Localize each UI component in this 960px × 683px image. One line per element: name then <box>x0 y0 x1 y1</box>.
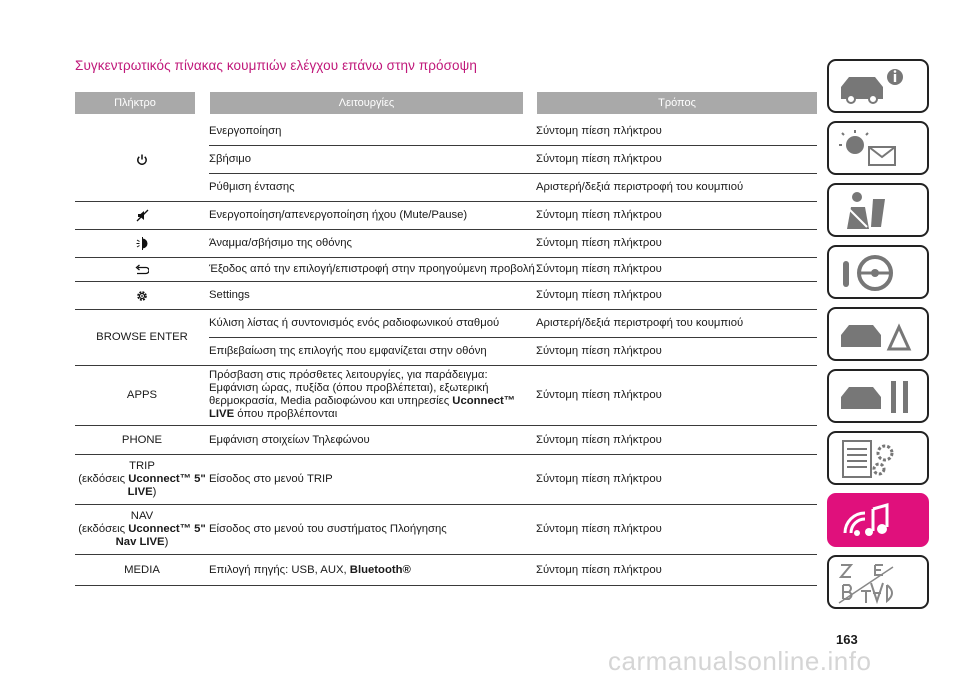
key-cell <box>75 455 209 504</box>
mode-text: Σύντομη πίεση πλήκτρου <box>536 473 662 485</box>
mode-text: Σύντομη πίεση πλήκτρου <box>536 289 662 301</box>
function-text: Ενεργοποίηση/απενεργοποίηση ήχου (Mute/Pause) <box>209 209 468 221</box>
table-row <box>75 555 817 586</box>
function-text: Settings <box>209 289 250 301</box>
function-text: Είσοδος στο μενού του συστήματος Πλοήγησης <box>209 523 447 535</box>
table-row <box>75 118 817 202</box>
tab-multimedia[interactable] <box>827 493 929 547</box>
function-text: Επιβεβαίωση της επιλογής που εμφανίζεται στην οθόνη <box>209 345 487 357</box>
controls-table <box>75 92 817 586</box>
table-subrow <box>209 310 817 338</box>
mode-text: Αριστερή/δεξιά περιστροφή του κουμπιού <box>536 317 744 329</box>
watermark: carmanualsonline.info <box>608 646 872 676</box>
table-header <box>75 92 817 114</box>
table-row <box>75 310 817 366</box>
mode-text: Σύντομη πίεση πλήκτρου <box>536 523 662 535</box>
mode-text: Σύντομη πίεση πλήκτρου <box>536 209 662 221</box>
power-icon <box>75 118 209 201</box>
function-text: Σβήσιμο <box>209 153 252 165</box>
key-note: (εκδόσεις Uconnect™ 5" Nav LIVE) <box>78 523 206 548</box>
table-row <box>75 366 817 426</box>
key-label: NAV <box>130 510 154 522</box>
table-row <box>75 230 817 258</box>
mode-text: Σύντομη πίεση πλήκτρου <box>536 563 662 576</box>
function-text: Είσοδος στο μενού TRIP <box>209 473 333 485</box>
table-row <box>75 426 817 455</box>
key-label: APPS <box>126 389 158 401</box>
table-subrow <box>209 174 817 201</box>
table-row <box>75 505 817 555</box>
multimedia-icon <box>835 499 923 543</box>
mode-text: Σύντομη πίεση πλήκτρου <box>536 125 662 137</box>
technical-data-icon <box>835 437 923 481</box>
function-text: Άναμμα/σβήσιμο της οθόνης <box>209 237 352 249</box>
header-mode: Τρόπος <box>537 92 817 114</box>
key-cell <box>75 505 209 554</box>
tab-maintenance[interactable] <box>827 369 929 423</box>
key-label: TRIP <box>129 460 155 472</box>
key-label: MEDIA <box>124 563 160 576</box>
mode-text: Αριστερή/δεξιά περιστροφή του κουμπιού <box>536 181 744 193</box>
mode-text: Σύντομη πίεση πλήκτρου <box>536 263 662 275</box>
function-text: Εμφάνιση στοιχείων Τηλεφώνου <box>209 433 370 446</box>
steering-wheel-icon <box>835 251 923 295</box>
screen-off-icon <box>75 230 209 257</box>
table-row <box>75 282 817 310</box>
tab-seat-safety[interactable] <box>827 183 929 237</box>
emergency-icon <box>835 313 923 357</box>
key-note: (εκδόσεις Uconnect™ 5" LIVE) <box>78 473 206 498</box>
mode-text: Σύντομη πίεση πλήκτρου <box>536 389 662 401</box>
car-info-icon <box>835 65 923 109</box>
back-icon <box>75 258 209 281</box>
uconnect-live-label: Uconnect™ LIVE <box>209 395 516 420</box>
tab-emergency[interactable] <box>827 307 929 361</box>
page-title: Συγκεντρωτικός πίνακας κουμπιών ελέγχου επάνω στην πρόσοψη <box>75 58 477 73</box>
tab-steering[interactable] <box>827 245 929 299</box>
key-label: PHONE <box>121 433 163 446</box>
warning-lights-icon <box>835 127 923 171</box>
table-subrow <box>209 146 817 174</box>
key-label: BROWSE ENTER <box>96 331 188 343</box>
table-row <box>75 258 817 282</box>
mode-text: Σύντομη πίεση πλήκτρου <box>536 153 662 165</box>
bluetooth-label: Bluetooth® <box>349 563 411 576</box>
mode-text: Σύντομη πίεση πλήκτρου <box>536 345 662 357</box>
table-row <box>75 202 817 230</box>
tab-technical-data[interactable] <box>827 431 929 485</box>
page-number: 163 <box>836 632 858 647</box>
header-functions: Λειτουργίες <box>210 92 523 114</box>
mute-icon <box>75 202 209 229</box>
mode-text: Σύντομη πίεση πλήκτρου <box>536 433 662 446</box>
function-text: Κύλιση λίστας ή συντονισμός ενός ραδιοφωνικού σταθμού <box>209 317 500 329</box>
index-icon <box>835 561 923 605</box>
function-text: Έξοδος από την επιλογή/επιστροφή στην προηγούμενη προβολή <box>209 263 535 275</box>
function-text: Ρύθμιση έντασης <box>209 181 295 193</box>
tab-warning-lights[interactable] <box>827 121 929 175</box>
maintenance-icon <box>835 375 923 419</box>
function-text: Ενεργοποίηση <box>209 125 282 137</box>
function-text: Πρόσβαση στις πρόσθετες λειτουργίες, για παράδειγμα: Εμφάνιση ώρας, πυξίδα (όπου προβλέπεται), εξωτερική θερμοκρασία, Media ραδιοφώνου και υπηρεσίες Uconnect™ LIVE όπου προβλέπονται <box>209 369 516 420</box>
mode-text: Σύντομη πίεση πλήκτρου <box>536 237 662 249</box>
table-subrow <box>209 338 817 365</box>
table-subrow <box>209 118 817 146</box>
tab-index[interactable] <box>827 555 929 609</box>
table-row <box>75 455 817 505</box>
settings-icon <box>75 282 209 309</box>
seat-safety-icon <box>835 189 923 233</box>
function-text: Επιλογή πηγής: USB, AUX, Bluetooth® <box>209 563 411 576</box>
header-key: Πλήκτρο <box>75 92 195 114</box>
tab-car-info[interactable] <box>827 59 929 113</box>
